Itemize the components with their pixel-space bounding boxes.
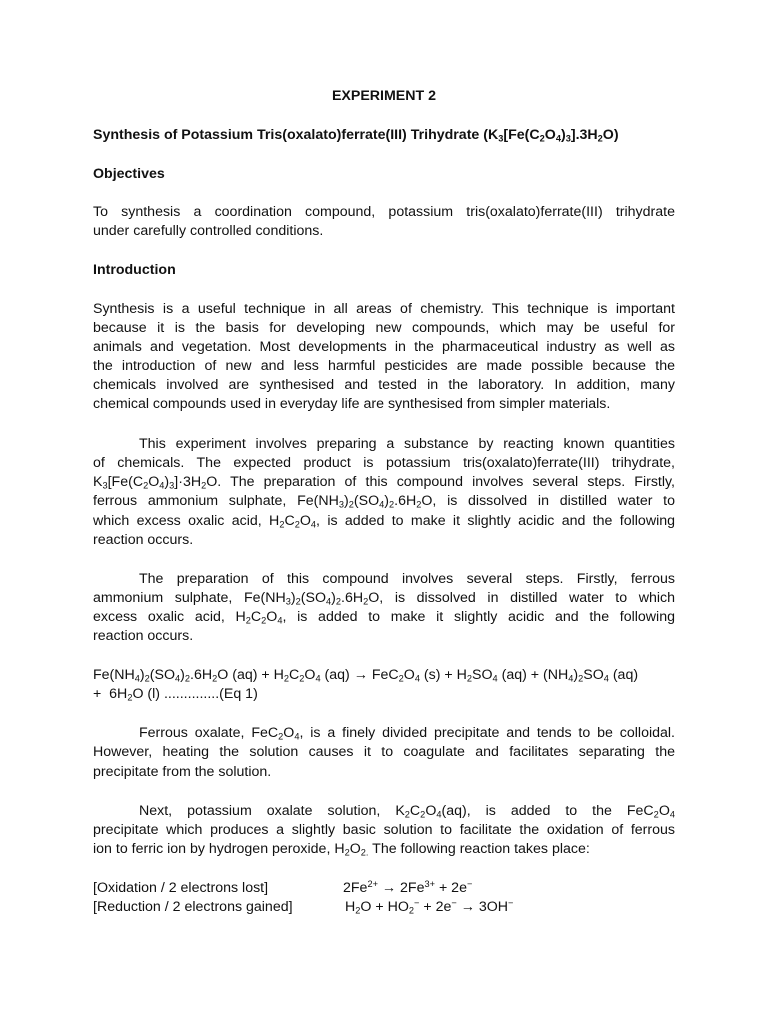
paragraph-line: precipitate from the solution. [93, 764, 272, 780]
introduction-heading: Introduction [93, 262, 176, 278]
reduction-equation: $H_2O + HO_2^- + 2e^- \to 3OH^-$ [345, 897, 514, 916]
paragraph-line: $K_3[Fe(C_2O_4)_3]\cdot 3H_2O$. The preparation of this compound involves several steps. Firstly, [93, 474, 675, 491]
paragraph-line: excess oxalic acid, $H_2C_2O_4$, is added to make it slightly acidic and the following [93, 609, 675, 626]
paragraph-line: The preparation of this compound involves several steps. Firstly, ferrous [139, 571, 675, 587]
paragraph-line: chemical compounds used in everyday life are synthesised from simpler materials. [93, 396, 611, 412]
document-title: Synthesis of Potassium Tris(oxalato)ferrate(III) Trihydrate $(K_3[Fe(C_2O_4)_3].3H_2O)$ [93, 127, 619, 144]
paragraph-line: ion to ferric ion by hydrogen peroxide, $H_2O_{2.}$ The following reaction takes place: [93, 841, 590, 858]
objectives-line: under carefully controlled conditions. [93, 223, 324, 239]
paragraph-line: because it is the basis for developing new compounds, which may be useful for [93, 320, 675, 336]
paragraph-line: chemicals involved are synthesised and tested in the laboratory. In addition, many [93, 377, 675, 393]
paragraph-line: This experiment involves preparing a substance by reacting known quantities [139, 436, 675, 452]
paragraph-line: Next, potassium oxalate solution, $K_2C_2O_4(aq)$, is added to the $FeC_2O_4$ [139, 803, 675, 820]
equation-1-line: + $6H_2O$ (l) ..............(Eq 1) [93, 686, 258, 703]
paragraph-line: of chemicals. The expected product is potassium tris(oxalato)ferrate(III) trihydrate, [93, 455, 675, 471]
reduction-label: [Reduction / 2 electrons gained] [93, 899, 293, 915]
objectives-heading: Objectives [93, 166, 165, 182]
objectives-line: To synthesis a coordination compound, potassium tris(oxalato)ferrate(III) trihydrate [93, 204, 675, 220]
paragraph-line: Ferrous oxalate, $FeC_2O_4$, is a finely divided precipitate and tends to be colloidal. [139, 725, 675, 742]
oxidation-equation: $2Fe^{2+} \to 2Fe^{3+} + 2e^-$ [343, 878, 473, 896]
paragraph-line: Synthesis is a useful technique in all areas of chemistry. This technique is important [93, 301, 675, 317]
paragraph-line: reaction occurs. [93, 532, 194, 548]
experiment-heading: EXPERIMENT 2 [331, 88, 437, 104]
paragraph-line: precipitate which produces a slightly basic solution to facilitate the oxidation of ferrous [93, 822, 675, 838]
paragraph-line: ferrous ammonium sulphate, $Fe(NH_3)_2(SO_4)_2.6H_2O$, is dissolved in distilled water to [93, 493, 675, 510]
paragraph-line: ammonium sulphate, $Fe(NH_3)_2(SO_4)_2.6H_2O$, is dissolved in distilled water to which [93, 590, 676, 607]
paragraph-line: which excess oxalic acid, $H_2C_2O_4$, is added to make it slightly acidic and the following [93, 513, 675, 530]
equation-1-line: $Fe(NH_4)_2(SO_4)_2.6H_2O$ $(aq) + H_2C_2O_4$ $(aq) \to FeC_2O_4$ $(s) + H_2SO_4$ $(aq) + (NH_4)_2SO_4$ (aq) [93, 667, 639, 684]
paragraph-line: However, heating the solution causes it to coagulate and facilitates separating the [93, 744, 675, 760]
paragraph-line: reaction occurs. [93, 628, 194, 644]
oxidation-label: [Oxidation / 2 electrons lost] [93, 880, 269, 896]
paragraph-line: the introduction of new and less harmful pesticides are made possible because the [93, 358, 675, 374]
paragraph-line: animals and vegetation. Most developments in the pharmaceutical industry as well as [93, 339, 675, 355]
